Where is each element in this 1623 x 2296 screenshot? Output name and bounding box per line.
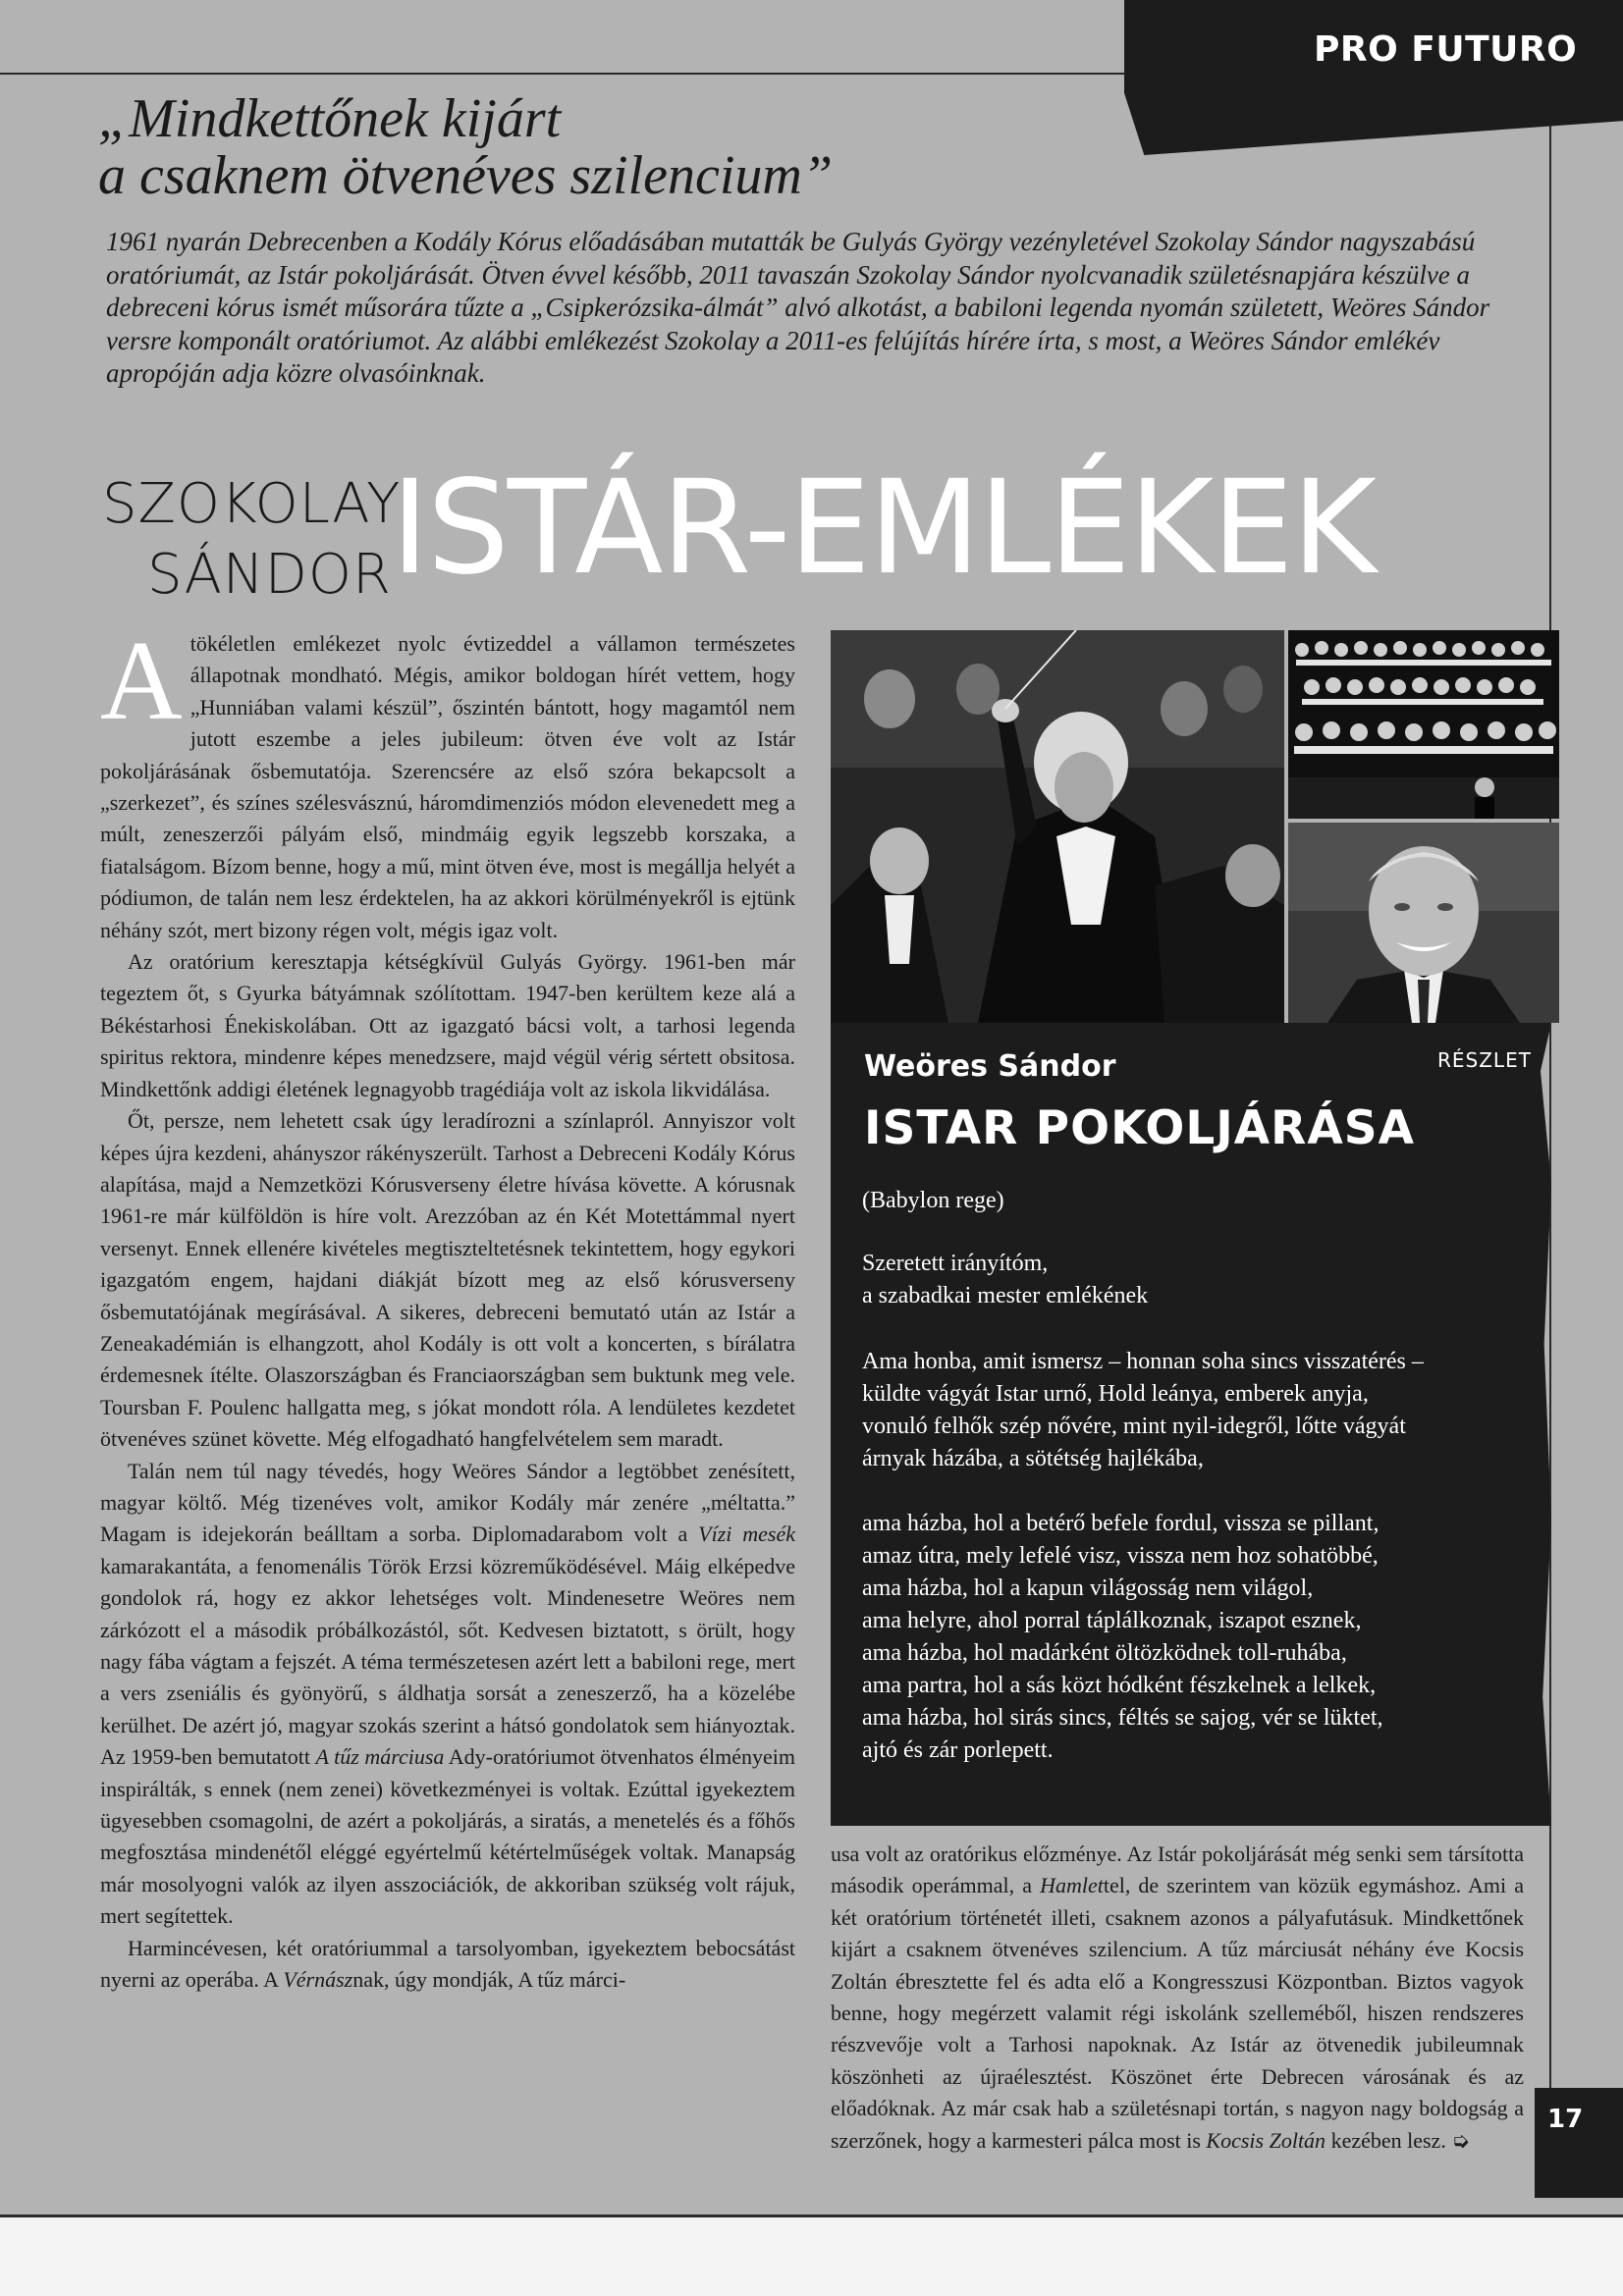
- excerpt-tag: RÉSZLET: [1437, 1048, 1532, 1072]
- excerpt-title: ISTAR POKOLJÁRÁSA: [864, 1101, 1415, 1155]
- body-column-left: [100, 618, 796, 1996]
- article-lead: 1961 nyarán Debrecenben a Kodály Kórus előadásában mutatták be Gulyás György vezényletével Szokolay Sándor nagyszabású oratóriumát, az Istár pokoljárását. Ötven évvel később, 2011 tavaszán Szokolay Sándor nyolcvanadik születésnapjára készülve a debreceni kórus ismét műsorára tűzte a „Csipkerózsika-álmát” alvó alkotást, a babiloni legenda nyomán született, Weöres Sándor versre komponált oratóriumot. Az alábbi emlékezést Szokolay a 2011-es felújítás hírére írta, s most, a Weöres Sándor emlékév apropóján adja közre olvasóinknak.: [106, 227, 1490, 389]
- choir-photo: [1288, 630, 1559, 819]
- bottom-margin: [0, 2217, 1623, 2296]
- poem-line: Szeretett irányítóm,: [862, 1251, 1049, 1276]
- body-paragraph: Harmincévesen, két oratóriummal a tarsolyomban, igyekeztem bebocsátást nyerni az operába. A Vérnásznak, úgy mondják, A tűz márci-: [100, 1935, 795, 1993]
- headline-line-1: „Mindkettőnek kijárt: [98, 88, 562, 149]
- poem-line: ama házba, hol sirás sincs, féltés se sajog, vér se lüktet,: [862, 1705, 1383, 1731]
- conductor-photo: [831, 630, 1284, 1023]
- article-headline: [98, 90, 1178, 204]
- top-rule: [0, 73, 1139, 75]
- poem-stanza-1: [862, 1346, 1540, 1475]
- poem-line: a szabadkai mester emlékének: [862, 1283, 1149, 1308]
- article-title: ISTÁR-EMLÉKEK: [391, 453, 1376, 604]
- drop-cap: A: [100, 618, 183, 744]
- poem-subtitle: (Babylon rege): [862, 1188, 1004, 1213]
- poem-stanza-2: [862, 1508, 1540, 1767]
- poem-line: amaz útra, mely lefelé visz, vissza nem hoz sohatöbbé,: [862, 1543, 1379, 1569]
- body-column-right: [831, 1839, 1524, 2157]
- body-paragraph: Az oratórium keresztapja kétségkívül Gulyás György. 1961-ben már tegeztem őt, s Gyurka bátyámnak szólítottam. 1947-ben kerültem keze alá a Békéstarhosi Énekiskolában. Ott az igazgató bácsi volt, a tarhosi legenda spiritus rektora, mindenre képes menedzsere, majd végül vérig sértett obsitosa. Mindkettőnk addigi életének legnagyobb tragédiája volt az iskola likvidálása.: [100, 949, 795, 1101]
- author-last-name: SÁNDOR: [147, 543, 392, 607]
- poem-line: ama házba, hol a betérő befele fordul, vissza se pillant,: [862, 1511, 1380, 1536]
- end-of-article-icon: ➭: [1451, 2127, 1470, 2153]
- poem-line: ama partra, hol a sás közt hódként fészkelnek a lelkek,: [862, 1673, 1377, 1698]
- poem-line: ama helyre, ahol porral táplálkoznak, iszapot esznek,: [862, 1608, 1362, 1633]
- body-paragraph: Talán nem túl nagy tévedés, hogy Weöres Sándor a legtöbbet zenésített, magyar költő. Még tizenéves volt, amikor Kodály már zenére „méltatta.” Magam is idejekorán beálltam a sorba. Diplomadarabom volt a Vízi mesék kamarakantáta, a fenomenális Török Erzsi közreműködésével. Máig elképedve gondolok rá, hogy ez akkor lehetséges volt. Mindenesetre Weöres nem zárkózott el a második próbálkozástól, sőt. Kedvesen biztatott, s örült, hogy nagy fába vágtam a fejszét. A téma természetesen azért lett a babiloni rege, mert a vers zseniális és gyönyörű, s áldhatja sorsát a zeneszerző, ha a közelébe kerülhet. De azért jó, magyar szokás szerint a hátsó gondolatok sem hiányoztak. Az 1959-ben bemutatott A tűz márciusa Ady-oratóriumot ötvenhatos élményeim inspirálták, s ennek (nem zenei) következményei is voltak. Ezúttal igyekeztem ügyesebben csomagolni, de azért a pokoljárás, a siratás, a menetelés és a főhős megfosztása mindenétől eléggé egyértelmű kétértelműségek voltak. Manapság már mosolyogni valók az ilyen asszociációk, de akkoriban szükség volt rájuk, mert segítettek.: [100, 1458, 796, 1929]
- poem-line: ajtó és zár porlepett.: [862, 1737, 1054, 1763]
- poem-line: Ama honba, amit ismersz – honnan soha sincs visszatérés –: [862, 1349, 1424, 1374]
- page-number: 17: [1547, 2105, 1584, 2134]
- poem-line: ama házba, hol a kapun világosság nem világol,: [862, 1575, 1314, 1601]
- poem-line: vonuló felhők szép nővére, mint nyil-idegről, lőtte vágyát: [862, 1414, 1406, 1439]
- body-paragraph: Őt, persze, nem lehetett csak úgy leradírozni a színlapról. Annyiszor volt képes újra kezdeni, ahányszor rákényszerült. Tarhost a Debreceni Kodály Kórus alapítása, majd a Nemzetközi Kórusverseny életre hívása követte. A kórusnak 1961-re már külföldön is híre volt. Arezzóban az én Két Motettámmal nyert versenyt. Ennek ellenére kivételes megtiszteltetésnek tekintettem, hogy egykori igazgatóm engem, hajdani diákját bízott meg az első kórusverseny ősbemutatójának megírásával. A sikeres, debreceni bemutató után az Istár a Zeneakadémián is elhangzott, ahol Kodály is ott volt a koncerten, s bírálatra érdemesnek ítélte. Olaszországban és Franciaországban sem buktunk meg vele. Toursban F. Poulenc hallgatta meg, s jókat mondott róla. A lendületes kezdetet ötvenéves szünet követte. Még elfogadható hangfelvételem sem maradt.: [100, 1108, 795, 1452]
- excerpt-author: Weöres Sándor: [864, 1049, 1116, 1084]
- poem-line: ama házba, hol madárként öltözködnek toll-ruhába,: [862, 1640, 1347, 1666]
- headline-line-2: a csaknem ötvenéves szilencium”: [98, 145, 833, 206]
- poem-line: küldte vágyát Istar urnő, Hold leánya, emberek anyja,: [862, 1381, 1369, 1407]
- composer-portrait: [1288, 823, 1559, 1023]
- section-banner: [1124, 0, 1623, 155]
- author-first-name: SZOKOLAY: [102, 472, 402, 536]
- section-label: PRO FUTURO: [1314, 29, 1578, 70]
- poem-dedication: [862, 1248, 1540, 1312]
- body-paragraph: Atökéletlen emlékezet nyolc évtizeddel a vállamon természetes állapotnak mondható. Mégis, amikor boldogan hírét vettem, hogy „Hunniában valami készül”, őszintén bántott, hogy magamtól nem jutott eszembe a jeles jubileum: ötven éve volt az Istár pokoljárásának ősbemutatója. Szerencsére az első szóra bekapcsolt a „szerkezet”, és színes szélesvásznú, háromdimenziós módon elevenedett meg a múlt, zeneszerzői pályám első, mindmáig egyik legszebb korszaka, a fiatalságom. Bízom benne, hogy a mű, mint ötven éve, most is megállja helyét a pódiumon, de talán nem lesz érdektelen, ha az akkori körülményekről is ejtünk néhány szót, mert bizony régen volt, mégis igaz volt.: [100, 618, 795, 942]
- body-paragraph: usa volt az oratórikus előzménye. Az Istár pokoljárását még senki sem társította második operámmal, a Hamlettel, de szerintem van közük egymáshoz. Ami a két oratórium történetét illeti, csaknem azonos a pályafutásuk. Mindkettőnek kijárt a csaknem ötvenéves szilencium. A tűz márciusát néhány éve Kocsis Zoltán ébresztette fel és adta elő a Kongresszusi Központban. Biztos vagyok benne, hogy megérzett valamit régi iskolánk szelleméből, hiszen rendszeres részvevője volt a Tarhosi napoknak. Az Istár az ötvenedik jubileumnak köszönheti az újraélesztést. Köszönet érte Debrecen városának és az előadóknak. Az már csak hab a születésnapi tortán, s nagyon nagy boldogság a szerzőnek, hogy a karmesteri pálca most is Kocsis Zoltán kezében lesz. ➭: [831, 1842, 1524, 2153]
- right-rule: [1549, 116, 1551, 2197]
- poem-line: árnyak házába, a sötétség hajlékába,: [862, 1446, 1204, 1471]
